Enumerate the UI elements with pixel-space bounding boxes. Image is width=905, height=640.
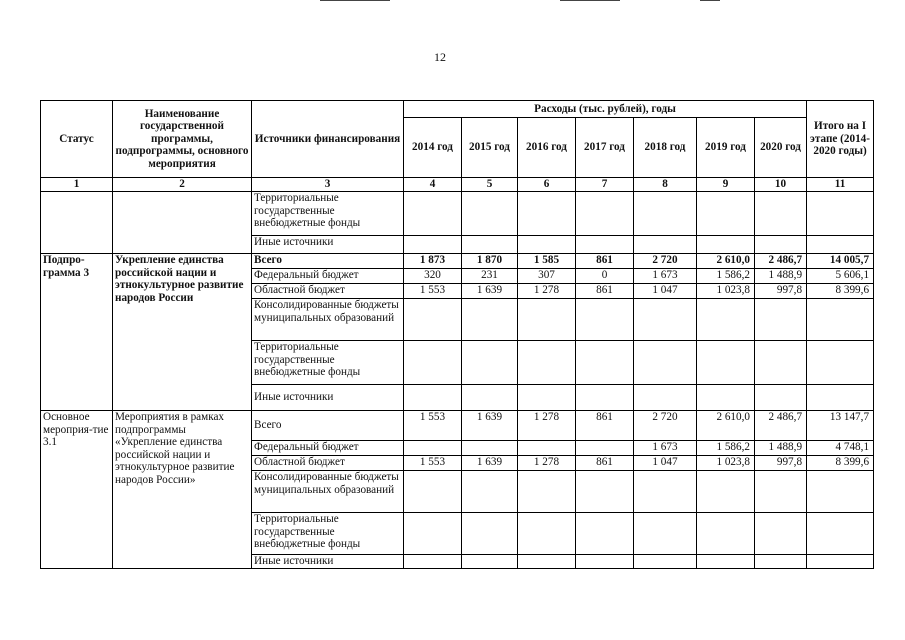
scan-edge-mark (700, 0, 720, 1)
column-index: 10 (755, 178, 807, 192)
value-cell: 1 673 (634, 269, 697, 284)
source-cell: Областной бюджет (252, 456, 404, 471)
value-cell (576, 441, 634, 456)
table-row (41, 192, 874, 236)
name-cell (113, 192, 252, 254)
header-year: 2020 год (755, 118, 807, 178)
value-cell: 1 023,8 (697, 284, 755, 299)
value-cell: 1 278 (518, 411, 576, 441)
value-cell (462, 441, 518, 456)
value-cell: 1 586,2 (697, 441, 755, 456)
source-cell: Федеральный бюджет (252, 441, 404, 456)
value-cell: 1 639 (462, 411, 518, 441)
source-cell: Территориальные государственные внебюджетные фонды (252, 341, 404, 385)
scan-edge-mark (320, 0, 390, 1)
column-index: 3 (252, 178, 404, 192)
value-cell: 2 610,0 (697, 254, 755, 269)
value-cell: 307 (518, 269, 576, 284)
source-cell: Федеральный бюджет (252, 269, 404, 284)
column-index: 5 (462, 178, 518, 192)
value-cell: 2 610,0 (697, 411, 755, 441)
header-year: 2019 год (697, 118, 755, 178)
header-total: Итого на I этапе (2014-2020 годы) (807, 101, 874, 178)
header-status: Статус (41, 101, 113, 178)
total-cell: 13 147,7 (807, 411, 874, 441)
header-expenses: Расходы (тыс. рублей), годы (404, 101, 807, 118)
value-cell: 1 553 (404, 456, 462, 471)
value-cell: 2 720 (634, 411, 697, 441)
source-cell: Иные источники (252, 555, 404, 569)
source-cell: Консолидированные бюджеты муниципальных образований (252, 299, 404, 341)
source-cell: Областной бюджет (252, 284, 404, 299)
header-program-name: Наименование государственной программы, подпрограммы, основного мероприятия (113, 101, 252, 178)
budget-table (40, 100, 874, 569)
value-cell: 1 553 (404, 411, 462, 441)
source-cell: Территориальные государственные внебюджетные фонды (252, 513, 404, 555)
value-cell: 1 553 (404, 284, 462, 299)
source-cell: Всего (252, 411, 404, 441)
value-cell: 997,8 (755, 284, 807, 299)
value-cell: 1 639 (462, 284, 518, 299)
column-index: 7 (576, 178, 634, 192)
value-cell: 1 870 (462, 254, 518, 269)
value-cell: 861 (576, 456, 634, 471)
table-row (41, 411, 874, 441)
scan-edge-mark (560, 0, 620, 1)
value-cell (518, 441, 576, 456)
header-year: 2018 год (634, 118, 697, 178)
column-index: 2 (113, 178, 252, 192)
total-cell: 8 399,6 (807, 456, 874, 471)
value-cell: 1 488,9 (755, 269, 807, 284)
value-cell: 1 585 (518, 254, 576, 269)
value-cell: 1 278 (518, 284, 576, 299)
value-cell: 0 (576, 269, 634, 284)
total-cell: 8 399,6 (807, 284, 874, 299)
value-cell (404, 441, 462, 456)
value-cell: 1 047 (634, 456, 697, 471)
value-cell: 2 486,7 (755, 411, 807, 441)
status-cell: Основное мероприя-тие 3.1 (41, 411, 113, 569)
value-cell: 1 639 (462, 456, 518, 471)
column-index: 6 (518, 178, 576, 192)
source-cell: Территориальные государственные внебюджетные фонды (252, 192, 404, 236)
value-cell: 861 (576, 254, 634, 269)
table-row (41, 254, 874, 269)
source-cell: Иные источники (252, 385, 404, 411)
source-cell: Иные источники (252, 236, 404, 254)
column-index: 9 (697, 178, 755, 192)
column-index: 11 (807, 178, 874, 192)
value-cell: 1 278 (518, 456, 576, 471)
value-cell: 1 673 (634, 441, 697, 456)
value-cell: 997,8 (755, 456, 807, 471)
name-cell: Укрепление единства российской нации и этнокультурное развитие народов России (113, 254, 252, 411)
value-cell: 2 720 (634, 254, 697, 269)
total-cell: 5 606,1 (807, 269, 874, 284)
page-number: 12 (434, 50, 446, 64)
header-year: 2017 год (576, 118, 634, 178)
value-cell: 1 586,2 (697, 269, 755, 284)
value-cell: 861 (576, 411, 634, 441)
header-year: 2015 год (462, 118, 518, 178)
value-cell: 1 488,9 (755, 441, 807, 456)
total-cell: 14 005,7 (807, 254, 874, 269)
status-cell: Подпро-грамма 3 (41, 254, 113, 411)
value-cell: 320 (404, 269, 462, 284)
status-cell (41, 192, 113, 254)
value-cell: 861 (576, 284, 634, 299)
column-index: 4 (404, 178, 462, 192)
value-cell: 231 (462, 269, 518, 284)
value-cell: 1 023,8 (697, 456, 755, 471)
name-cell: Мероприятия в рамках подпрограммы «Укрепление единства российской нации и этнокультурное развитие народов России» (113, 411, 252, 569)
source-cell: Консолидированные бюджеты муниципальных образований (252, 471, 404, 513)
value-cell: 2 486,7 (755, 254, 807, 269)
total-cell: 4 748,1 (807, 441, 874, 456)
source-cell: Всего (252, 254, 404, 269)
column-index: 1 (41, 178, 113, 192)
value-cell: 1 873 (404, 254, 462, 269)
header-year: 2016 год (518, 118, 576, 178)
header-year: 2014 год (404, 118, 462, 178)
value-cell: 1 047 (634, 284, 697, 299)
column-index: 8 (634, 178, 697, 192)
header-sources: Источники финансирования (252, 101, 404, 178)
